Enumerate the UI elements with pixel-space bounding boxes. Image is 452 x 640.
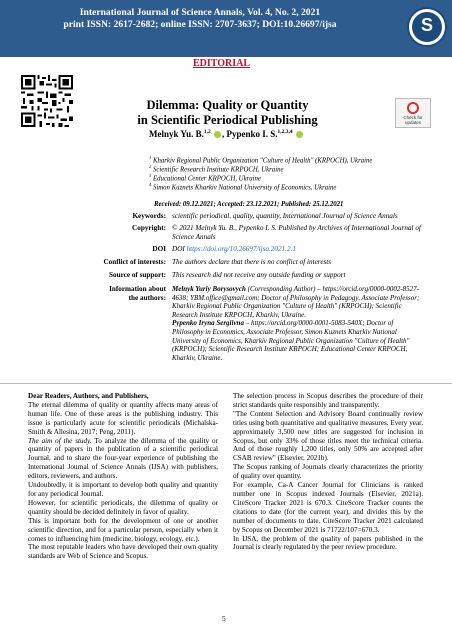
paper-title [120, 98, 335, 128]
journal-title-line: International Journal of Science Annals, Vol. 4, No. 2, 2021 [79, 7, 321, 18]
affiliation-text: Educational Center KRPOCH, Ukraine [152, 175, 261, 183]
page-number: 5 [222, 614, 226, 623]
author-1-name: Melnyk Yu. B. [149, 129, 204, 139]
journal-logo [407, 7, 447, 47]
author-info-label [109, 285, 166, 302]
author-2-affiliations: 1,2,3,4 [277, 129, 293, 135]
affiliation-number: 2 [149, 164, 152, 169]
body-paragraph: Undoubtedly, it is important to develop both quality and quantity for any periodical Journal. [28, 481, 218, 498]
conflict-value: The authors declare that there is no conflict of interests [172, 258, 332, 266]
crossmark-icon [407, 102, 419, 114]
doi-prefix: DOI [172, 245, 187, 253]
paper-title-line-1: Dilemma: Quality or Quantity [146, 98, 309, 112]
author-info-label-line-1: Information about [109, 285, 166, 293]
affiliation-text: Kharkiv Regional Public Organization "Culture of Health" (KRPOCH), Ukraine [152, 157, 373, 165]
doi-link[interactable]: https://doi.org/10.26697/ijsa.2021.2.1 [186, 245, 296, 253]
author-1-info [172, 285, 422, 319]
copyright-label: Copyright: [132, 224, 166, 232]
author-1-affiliations: 1,2 [203, 129, 211, 135]
author-2-info [172, 319, 422, 362]
check-for-updates-badge[interactable] [395, 98, 431, 128]
orcid-icon[interactable] [214, 131, 221, 138]
author-1-full-name: Melnyk Yuriy Borysovych [172, 285, 246, 293]
author-2-full-name: Pypenko Iryna Sergiivna [172, 319, 244, 328]
paper-title-line-2: in Scientific Periodical Publishing [137, 113, 318, 127]
affiliation-text: Simon Kuznets Kharkiv National University of Economics, Ukraine [152, 184, 337, 192]
journal-header-band [0, 0, 452, 57]
body-paragraph: However, for scientific periodicals, the dilemma of quality or quantity should be decided definitely in favor of quality. [28, 498, 218, 516]
doi-label: DOI [152, 245, 166, 253]
author-separator: , [221, 129, 227, 139]
aim-text: To analyze the dilemma of the quality or quantity of papers in the publication of a scientific periodical Journal, and to share the four-year experience of publishing the International Journal of Science Annals (IJSA) with publishers, editors, reviewers, and authors. [28, 436, 218, 481]
greeting-heading: Dear Readers, Authors, and Publishers, [28, 392, 149, 400]
orcid-icon[interactable] [296, 131, 303, 138]
body-paragraph: The selection process in Scopus describes the procedure of their strict standards quite responsibly and transparently. [233, 392, 423, 409]
doi-value [172, 245, 422, 254]
journal-issn-line: print ISSN: 2617-2682; online ISSN: 2707-3637; DOI:10.26697/ijsa [63, 19, 337, 30]
conflict-label: Conflict of interests: [103, 258, 166, 266]
body-paragraph: For example, Ca-A Cancer Journal for Clinicians is ranked number one in Scopus indexed Journals (Elsevier, 2021a). CiteScore Tracker 2021 is 670.3. CiteScore Tracker counts the citations to date (for the current year), and divides this by the number of documents to date. CiteScore Tracker 2021 calculated by Scopus on December 2021 is 71722/107=670.3. [233, 481, 423, 534]
aim-paragraph [28, 437, 218, 482]
support-value: This research did not receive any outside funding or support [172, 271, 346, 279]
author-info-label-line-2: the authors: [128, 293, 166, 302]
body-paragraph: The most reputable leaders who have developed their own quality standards are Web of Science and Scopus. [28, 543, 218, 561]
affiliation-number: 4 [149, 182, 152, 187]
body-paragraph: In IJSA, the problem of the quality of papers published in the Journal is clearly regulated by the peer review procedure. [233, 534, 423, 552]
author-line [149, 129, 304, 139]
keywords-label: Keywords: [132, 212, 166, 220]
keywords-value: scientific periodical, quality, quantity, International Journal of Science Annals [172, 212, 398, 220]
author-2-details: – https://orcid.org/0000-0001-5083-540X; Doctor of Philosophy in Economics, Associate Professor, Simon Kuznets Kharkiv National University of Economics, Kharkiv Regional Public Organization "Culture of Health" (KRPOCH); Scientific Research Institute KRPOCH; Educational Center KRPOCH, Kharkiv, Ukraine. [172, 319, 410, 362]
publication-dates: Received: 09.12.2021; Accepted: 23.12.2021; Published: 25.12.2021 [154, 201, 344, 208]
support-label: Source of support: [109, 271, 166, 279]
body-paragraph: "The Content Selection and Advisory Board continually review titles using both quantitative and qualitative measures. Every year, approximately 3,500 new titles are suggested for inclusion in Scopus, but only 33% of those titles meet the technical criteria. And of those roughly 1,200 titles, only 50% are accepted after CSAB review" (Elsevier, 2021b). [233, 409, 423, 463]
journal-logo-glyph: S [420, 15, 433, 35]
author-2-name: Pypenko I. S. [226, 129, 278, 139]
affiliation-4 [149, 181, 336, 192]
section-divider [0, 383, 452, 384]
body-right-column [233, 392, 423, 552]
body-paragraph: The Scopus ranking of Journals clearly characterizes the priority of quality over quantity. [233, 463, 423, 481]
affiliation-text: Scientific Research Institute KRPOCH, Ukraine [152, 166, 284, 174]
affiliation-number: 1 [149, 155, 152, 160]
copyright-value: © 2021 Melnyk Yu. B., Pypenko I. S. Published by Archives of International Journal of Science Annals [172, 224, 421, 241]
author-1-details: (Corresponding Author) – https://orcid.org/0000-0002-8527-4638; YBM.office@gmail.com; Doctor of Philosophy in Pedagogy, Associate Professor; Kharkiv Regional Public Organization "Culture of Health" (KRPOCH); Scientific Research Institute KRPOCH, Kharkiv, Ukraine. [172, 285, 420, 319]
qr-code-icon [21, 75, 73, 127]
body-left-column [28, 392, 218, 561]
body-paragraph: This is important both for the development of one or another scientific direction, and for a particular person, especially when it comes to influencing him (medicine, biology, ecology, etc.). [28, 516, 218, 543]
aim-label: The aim of the study. [28, 436, 92, 445]
author-info-value [172, 285, 422, 362]
check-for-updates-label: Check for updates [403, 115, 423, 125]
section-label: EDITORIAL [193, 58, 251, 69]
body-paragraph: The eternal dilemma of quality or quantity affects many areas of human life. One of these areas is the publishing industry. This issue is particularly acute for scientific periodicals (Michalska-Smith & Allesina, 2017; Peng, 2011). [28, 400, 218, 436]
affiliation-number: 3 [149, 173, 152, 178]
